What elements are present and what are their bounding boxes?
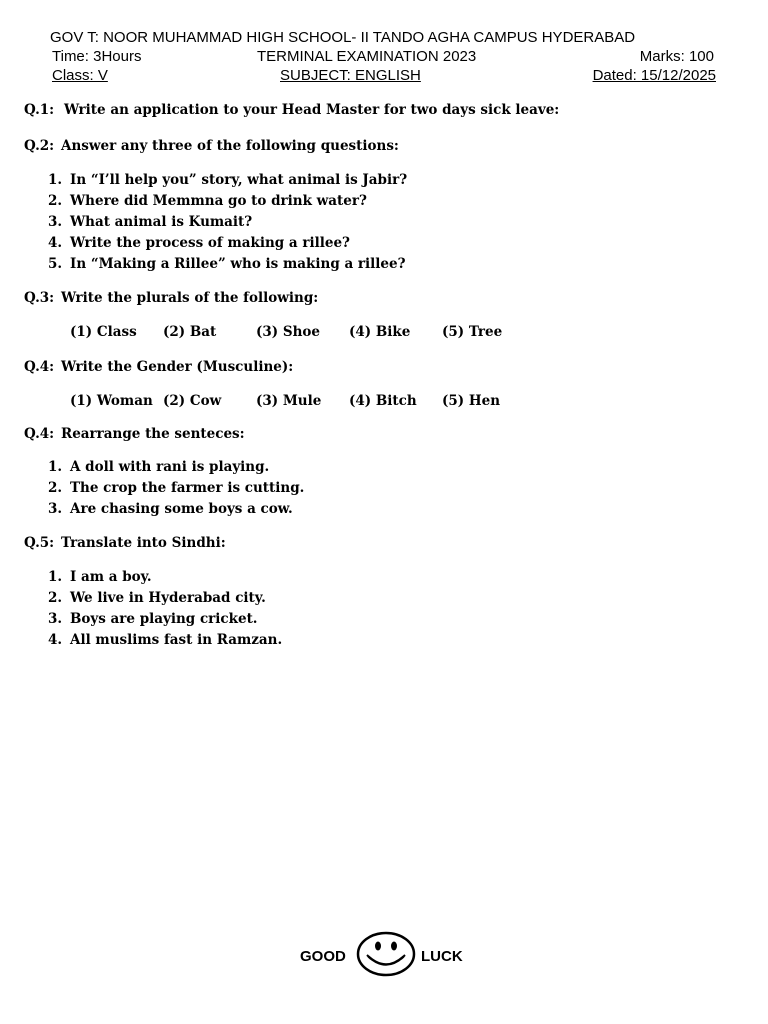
list-item: 2. Where did Memmna go to drink water?	[48, 193, 367, 209]
question-5-list	[48, 567, 282, 651]
option: (2) Bat	[163, 324, 217, 340]
option: (2) Cow	[163, 393, 222, 409]
question-2	[24, 138, 399, 154]
school-name: GOV T: NOOR MUHAMMAD HIGH SCHOOL- II TANDO AGHA CAMPUS HYDERABAD	[50, 29, 636, 46]
option: (3) Mule	[256, 393, 322, 409]
question-text: Rearrange the senteces:	[61, 426, 245, 442]
list-item: 3. Are chasing some boys a cow.	[48, 501, 293, 517]
option: (5) Tree	[442, 324, 503, 340]
question-text: Write the Gender (Musculine):	[61, 359, 294, 375]
list-item: 4. Write the process of making a rillee?	[48, 235, 350, 251]
exam-time: Time: 3Hours	[52, 48, 142, 65]
good-luck-footer	[300, 930, 500, 980]
question-text: Answer any three of the following questions:	[61, 138, 399, 154]
question-number: Q.4:	[24, 359, 55, 375]
list-item: 1. A doll with rani is playing.	[48, 459, 270, 475]
list-item: 2. The crop the farmer is cutting.	[48, 480, 305, 496]
question-4-rearrange	[24, 426, 245, 442]
question-4-gender	[24, 359, 293, 375]
option: (5) Hen	[442, 393, 501, 409]
question-2-list	[48, 170, 407, 275]
exam-class: Class: V	[52, 67, 108, 84]
list-item: 4. All muslims fast in Ramzan.	[48, 632, 283, 648]
list-item: 2. We live in Hyderabad city.	[48, 590, 266, 606]
question-number: Q.5:	[24, 535, 55, 551]
header-row-2	[52, 66, 716, 85]
question-4-list	[48, 457, 304, 520]
option: (1) Woman	[70, 393, 153, 409]
list-item: 1. I am a boy.	[48, 569, 152, 585]
exam-date: Dated: 15/12/2025	[592, 67, 716, 84]
list-item: 3. Boys are playing cricket.	[48, 611, 258, 627]
list-item: 1. In “I’ll help you” story, what animal is Jabir?	[48, 172, 408, 188]
question-5	[24, 535, 226, 551]
luck-text: LUCK	[421, 948, 463, 965]
exam-title: TERMINAL EXAMINATION 2023	[257, 48, 477, 65]
list-item: 3. What animal is Kumait?	[48, 214, 253, 230]
question-number: Q.2:	[24, 138, 55, 154]
option: (1) Class	[70, 324, 137, 340]
question-text: Translate into Sindhi:	[61, 535, 226, 551]
question-1	[24, 102, 559, 118]
question-text: Write an application to your Head Master for two days sick leave:	[64, 102, 560, 118]
option: (3) Shoe	[256, 324, 321, 340]
question-text: Write the plurals of the following:	[61, 290, 319, 306]
header-row-1	[52, 47, 716, 66]
option: (4) Bitch	[349, 393, 417, 409]
good-text: GOOD	[300, 948, 346, 965]
question-number: Q.1:	[24, 102, 55, 118]
exam-marks: Marks: 100	[639, 48, 714, 65]
question-number: Q.4:	[24, 426, 55, 442]
option: (4) Bike	[349, 324, 411, 340]
list-item: 5. In “Making a Rillee” who is making a rillee?	[48, 256, 406, 272]
smiley-icon	[356, 930, 416, 978]
question-3	[24, 290, 318, 306]
exam-subject: SUBJECT: ENGLISH	[280, 67, 421, 84]
question-number: Q.3:	[24, 290, 55, 306]
